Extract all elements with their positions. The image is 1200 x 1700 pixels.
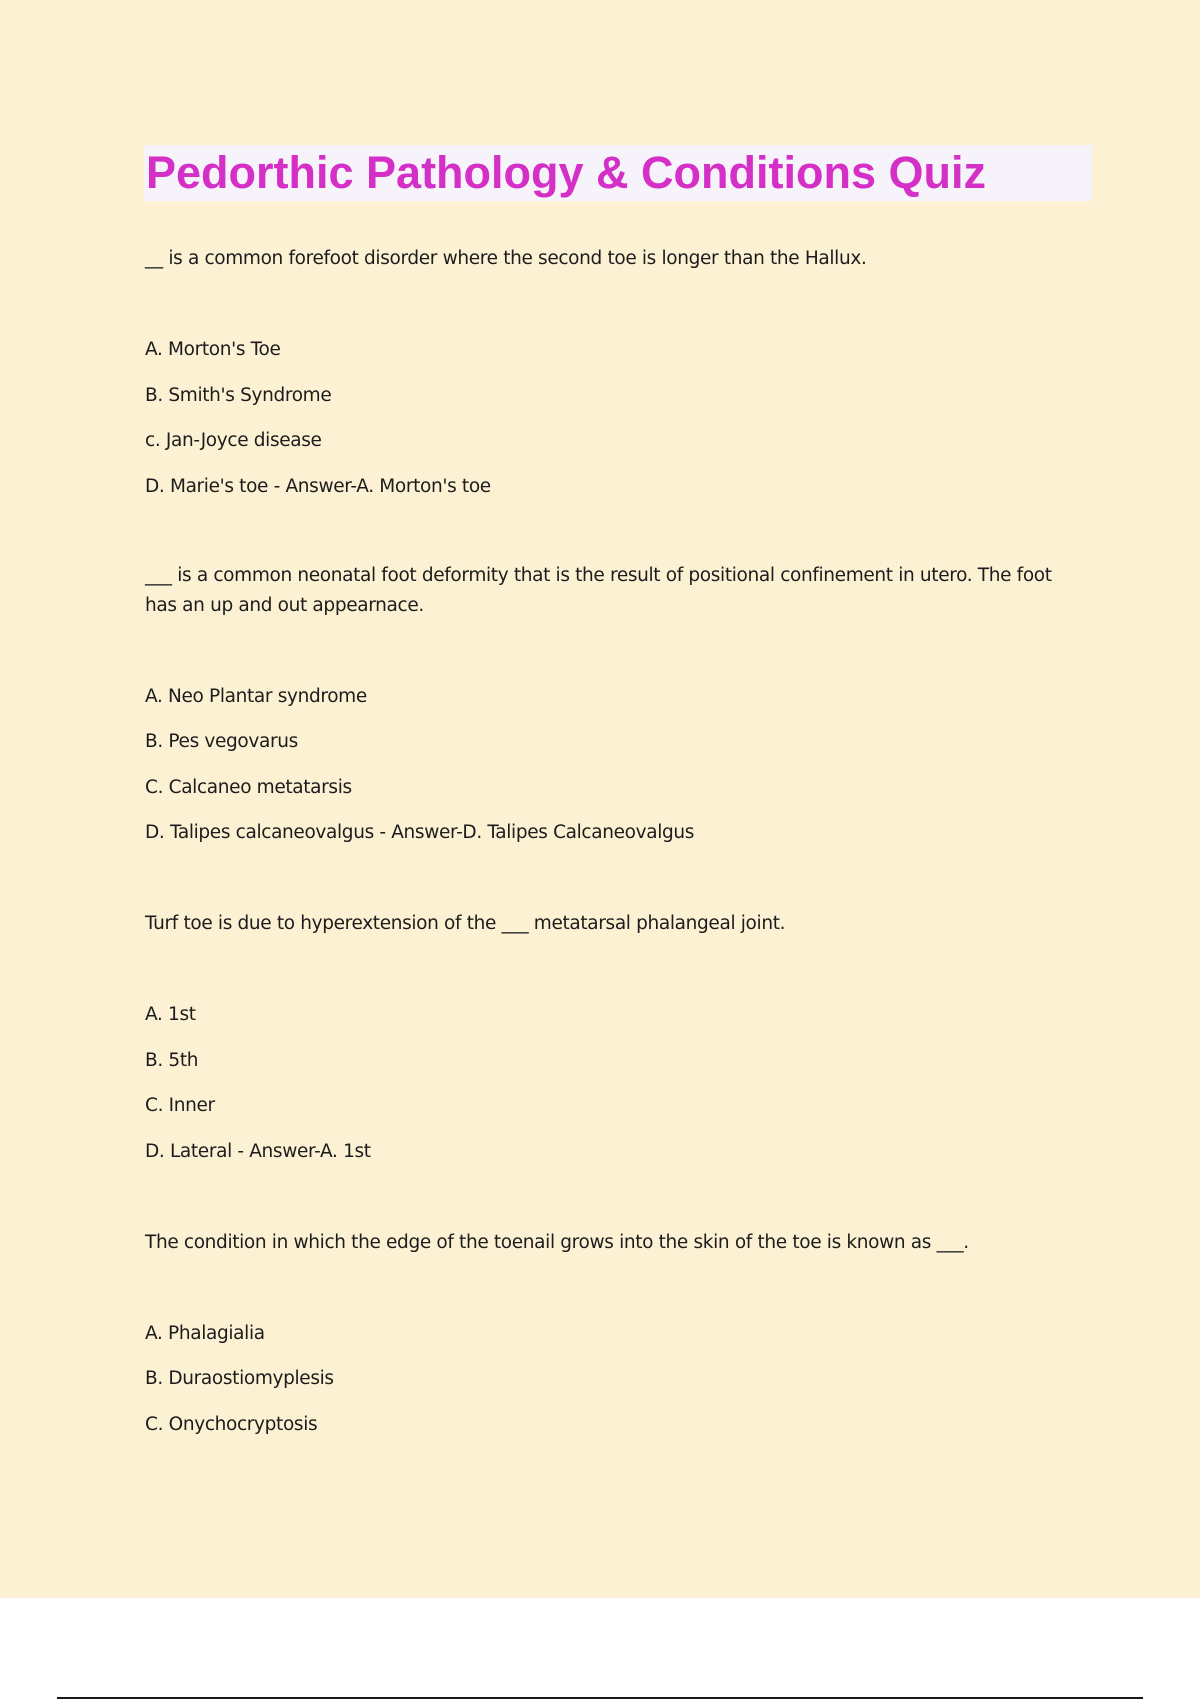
page-title: Pedorthic Pathology & Conditions Quiz	[146, 147, 986, 198]
question-4-option-a: A. Phalagialia	[145, 1323, 265, 1344]
question-3-option-d: D. Lateral - Answer-A. 1st	[145, 1141, 371, 1162]
question-2-option-b: B. Pes vegovarus	[145, 731, 298, 752]
question-2-option-a: A. Neo Plantar syndrome	[145, 686, 367, 707]
question-1-text: __ is a common forefoot disorder where the second toe is longer than the Hallux.	[145, 248, 867, 269]
question-2-option-c: C. Calcaneo metatarsis	[145, 777, 352, 798]
question-4-option-b: B. Duraostiomyplesis	[145, 1368, 334, 1389]
question-3-text: Turf toe is due to hyperextension of the ___ metatarsal phalangeal joint.	[145, 913, 786, 934]
question-2-text: ___ is a common neonatal foot deformity that is the result of positional confinement in utero. The foot has an up and out appearnace.	[145, 565, 1052, 616]
footer-divider	[57, 1697, 1143, 1699]
question-1-option-d: D. Marie's toe - Answer-A. Morton's toe	[145, 476, 491, 497]
question-4-text: The condition in which the edge of the toenail grows into the skin of the toe is known as ___.	[145, 1232, 969, 1253]
question-1-option-a: A. Morton's Toe	[145, 339, 281, 360]
question-3-option-b: B. 5th	[145, 1050, 199, 1071]
question-1-option-c: c. Jan-Joyce disease	[145, 430, 322, 451]
question-3-option-c: C. Inner	[145, 1095, 215, 1116]
question-4-option-c: C. Onychocryptosis	[145, 1414, 318, 1435]
question-1-option-b: B. Smith's Syndrome	[145, 385, 332, 406]
question-2-option-d: D. Talipes calcaneovalgus - Answer-D. Talipes Calcaneovalgus	[145, 822, 695, 843]
question-3-option-a: A. 1st	[145, 1004, 196, 1025]
